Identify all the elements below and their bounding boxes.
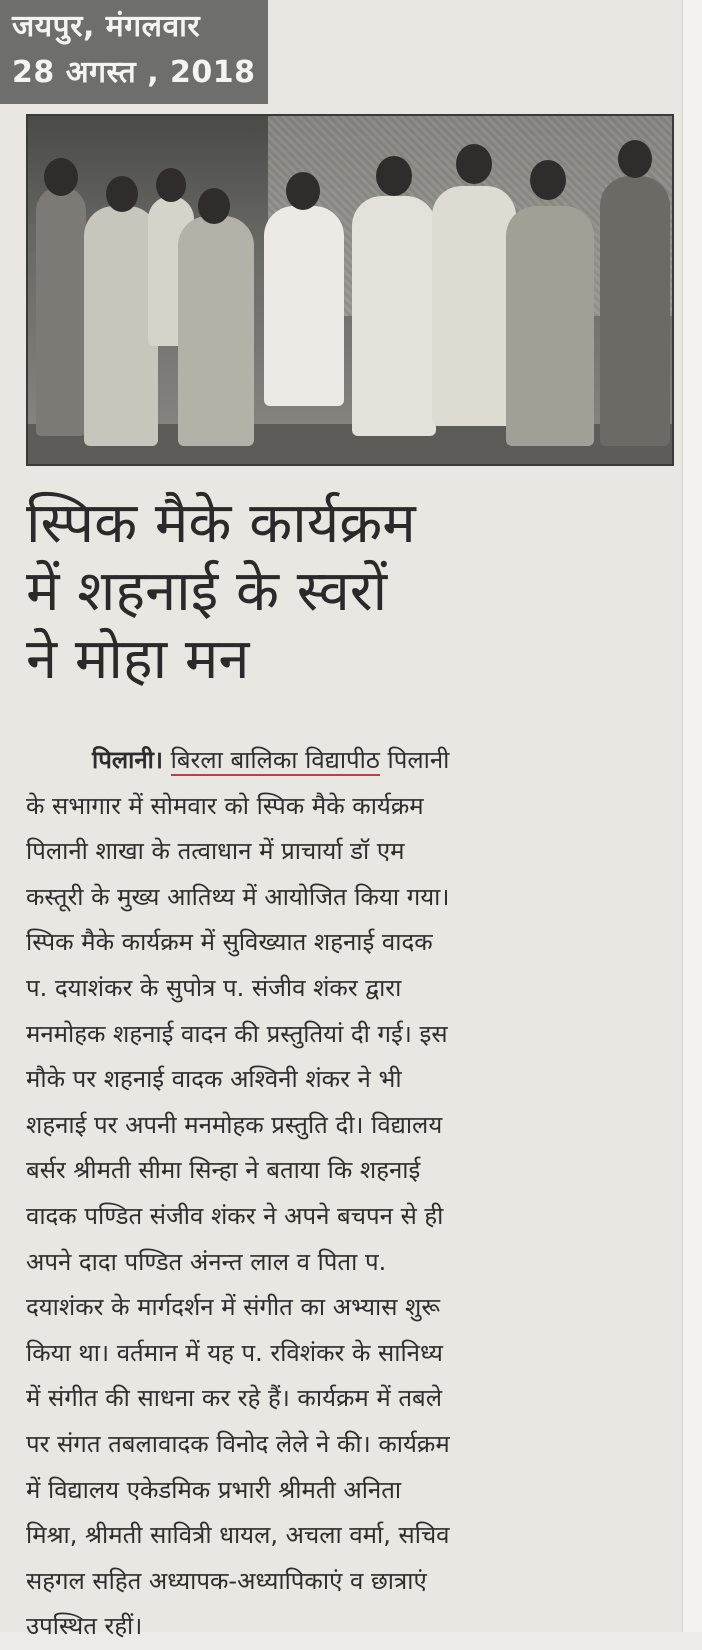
person-figure xyxy=(432,186,516,426)
article-line: सहगल सहित अध्यापक-अध्यापिकाएं व छात्राएं xyxy=(26,1566,427,1595)
article-first-line-rest: पिलानी xyxy=(387,746,450,774)
person-figure xyxy=(178,216,254,446)
person-head xyxy=(106,176,138,212)
person-figure xyxy=(36,186,86,436)
article-line: पिलानी शाखा के तत्वाधान में प्राचार्या डॉ एम xyxy=(26,837,405,866)
person-head xyxy=(376,156,412,196)
article-headline xyxy=(26,490,666,694)
article-body xyxy=(26,738,666,1650)
person-head xyxy=(618,140,652,178)
event-photo xyxy=(26,114,674,466)
article-line: मिश्रा, श्रीमती सावित्री धायल, अचला वर्मा, सचिव xyxy=(26,1521,450,1550)
person-figure xyxy=(84,206,158,446)
person-figure xyxy=(600,176,670,446)
article-line: मनमोहक शहनाई वादन की प्रस्तुतियां दी गई। इस xyxy=(26,1019,448,1048)
article-line: कस्तूरी के मुख्य आतिथ्य में आयोजित किया गया। xyxy=(26,882,450,911)
article-line: में संगीत की साधना कर रहे हैं। कार्यक्रम में तबले xyxy=(26,1384,443,1413)
person-figure xyxy=(352,196,436,436)
person-head xyxy=(286,172,320,210)
school-name-highlight: बिरला बालिका विद्यापीठ xyxy=(170,746,380,774)
person-head xyxy=(530,160,566,200)
article-line: पर संगत तबलावादक विनोद लेले ने की। कार्यक्रम xyxy=(26,1429,450,1458)
headline-line: में शहनाई के स्वरों xyxy=(26,559,388,624)
person-head xyxy=(44,158,78,196)
article-dateline: पिलानी। xyxy=(92,746,163,774)
page-edge xyxy=(682,0,702,1632)
article-first-line xyxy=(26,738,666,784)
article-line: स्पिक मैके कार्यक्रम में सुविख्यात शहनाई वादक xyxy=(26,928,433,957)
article-line: के सभागार में सोमवार को स्पिक मैके कार्यक्रम xyxy=(26,791,424,820)
article-line: बर्सर श्रीमती सीमा सिन्हा ने बताया कि शहनाई xyxy=(26,1156,421,1185)
masthead-date-label xyxy=(0,0,268,104)
article-line: अपने दादा पण्डित अंनन्त लाल व पिता प. xyxy=(26,1247,387,1276)
person-figure xyxy=(506,206,594,446)
person-figure xyxy=(264,206,344,406)
article-line: में विद्यालय एकेडमिक प्रभारी श्रीमती अनिता xyxy=(26,1475,402,1504)
person-head xyxy=(456,144,492,184)
headline-line: ने मोहा मन xyxy=(26,627,250,692)
person-head xyxy=(156,168,186,202)
person-head xyxy=(198,188,230,224)
masthead-date: 28 अगस्त , 2018 xyxy=(12,55,256,90)
article-line: प. दयाशंकर के सुपोत्र प. संजीव शंकर द्वारा xyxy=(26,973,402,1002)
article-line: वादक पण्डित संजीव शंकर ने अपने बचपन से ही xyxy=(26,1201,444,1230)
article-line: किया था। वर्तमान में यह प. रविशंकर के सानिध्य xyxy=(26,1338,443,1367)
article-line: उपस्थित रहीं। xyxy=(26,1612,143,1641)
article-line: दयाशंकर के मार्गदर्शन में संगीत का अभ्यास शुरू xyxy=(26,1293,441,1322)
article-line: शहनाई पर अपनी मनमोहक प्रस्तुति दी। विद्यालय xyxy=(26,1110,443,1139)
article-line: मौके पर शहनाई वादक अश्विनी शंकर ने भी xyxy=(26,1065,402,1094)
headline-line: स्पिक मैके कार्यक्रम xyxy=(26,491,416,556)
masthead-city-day: जयपुर, मंगलवार xyxy=(12,9,201,44)
